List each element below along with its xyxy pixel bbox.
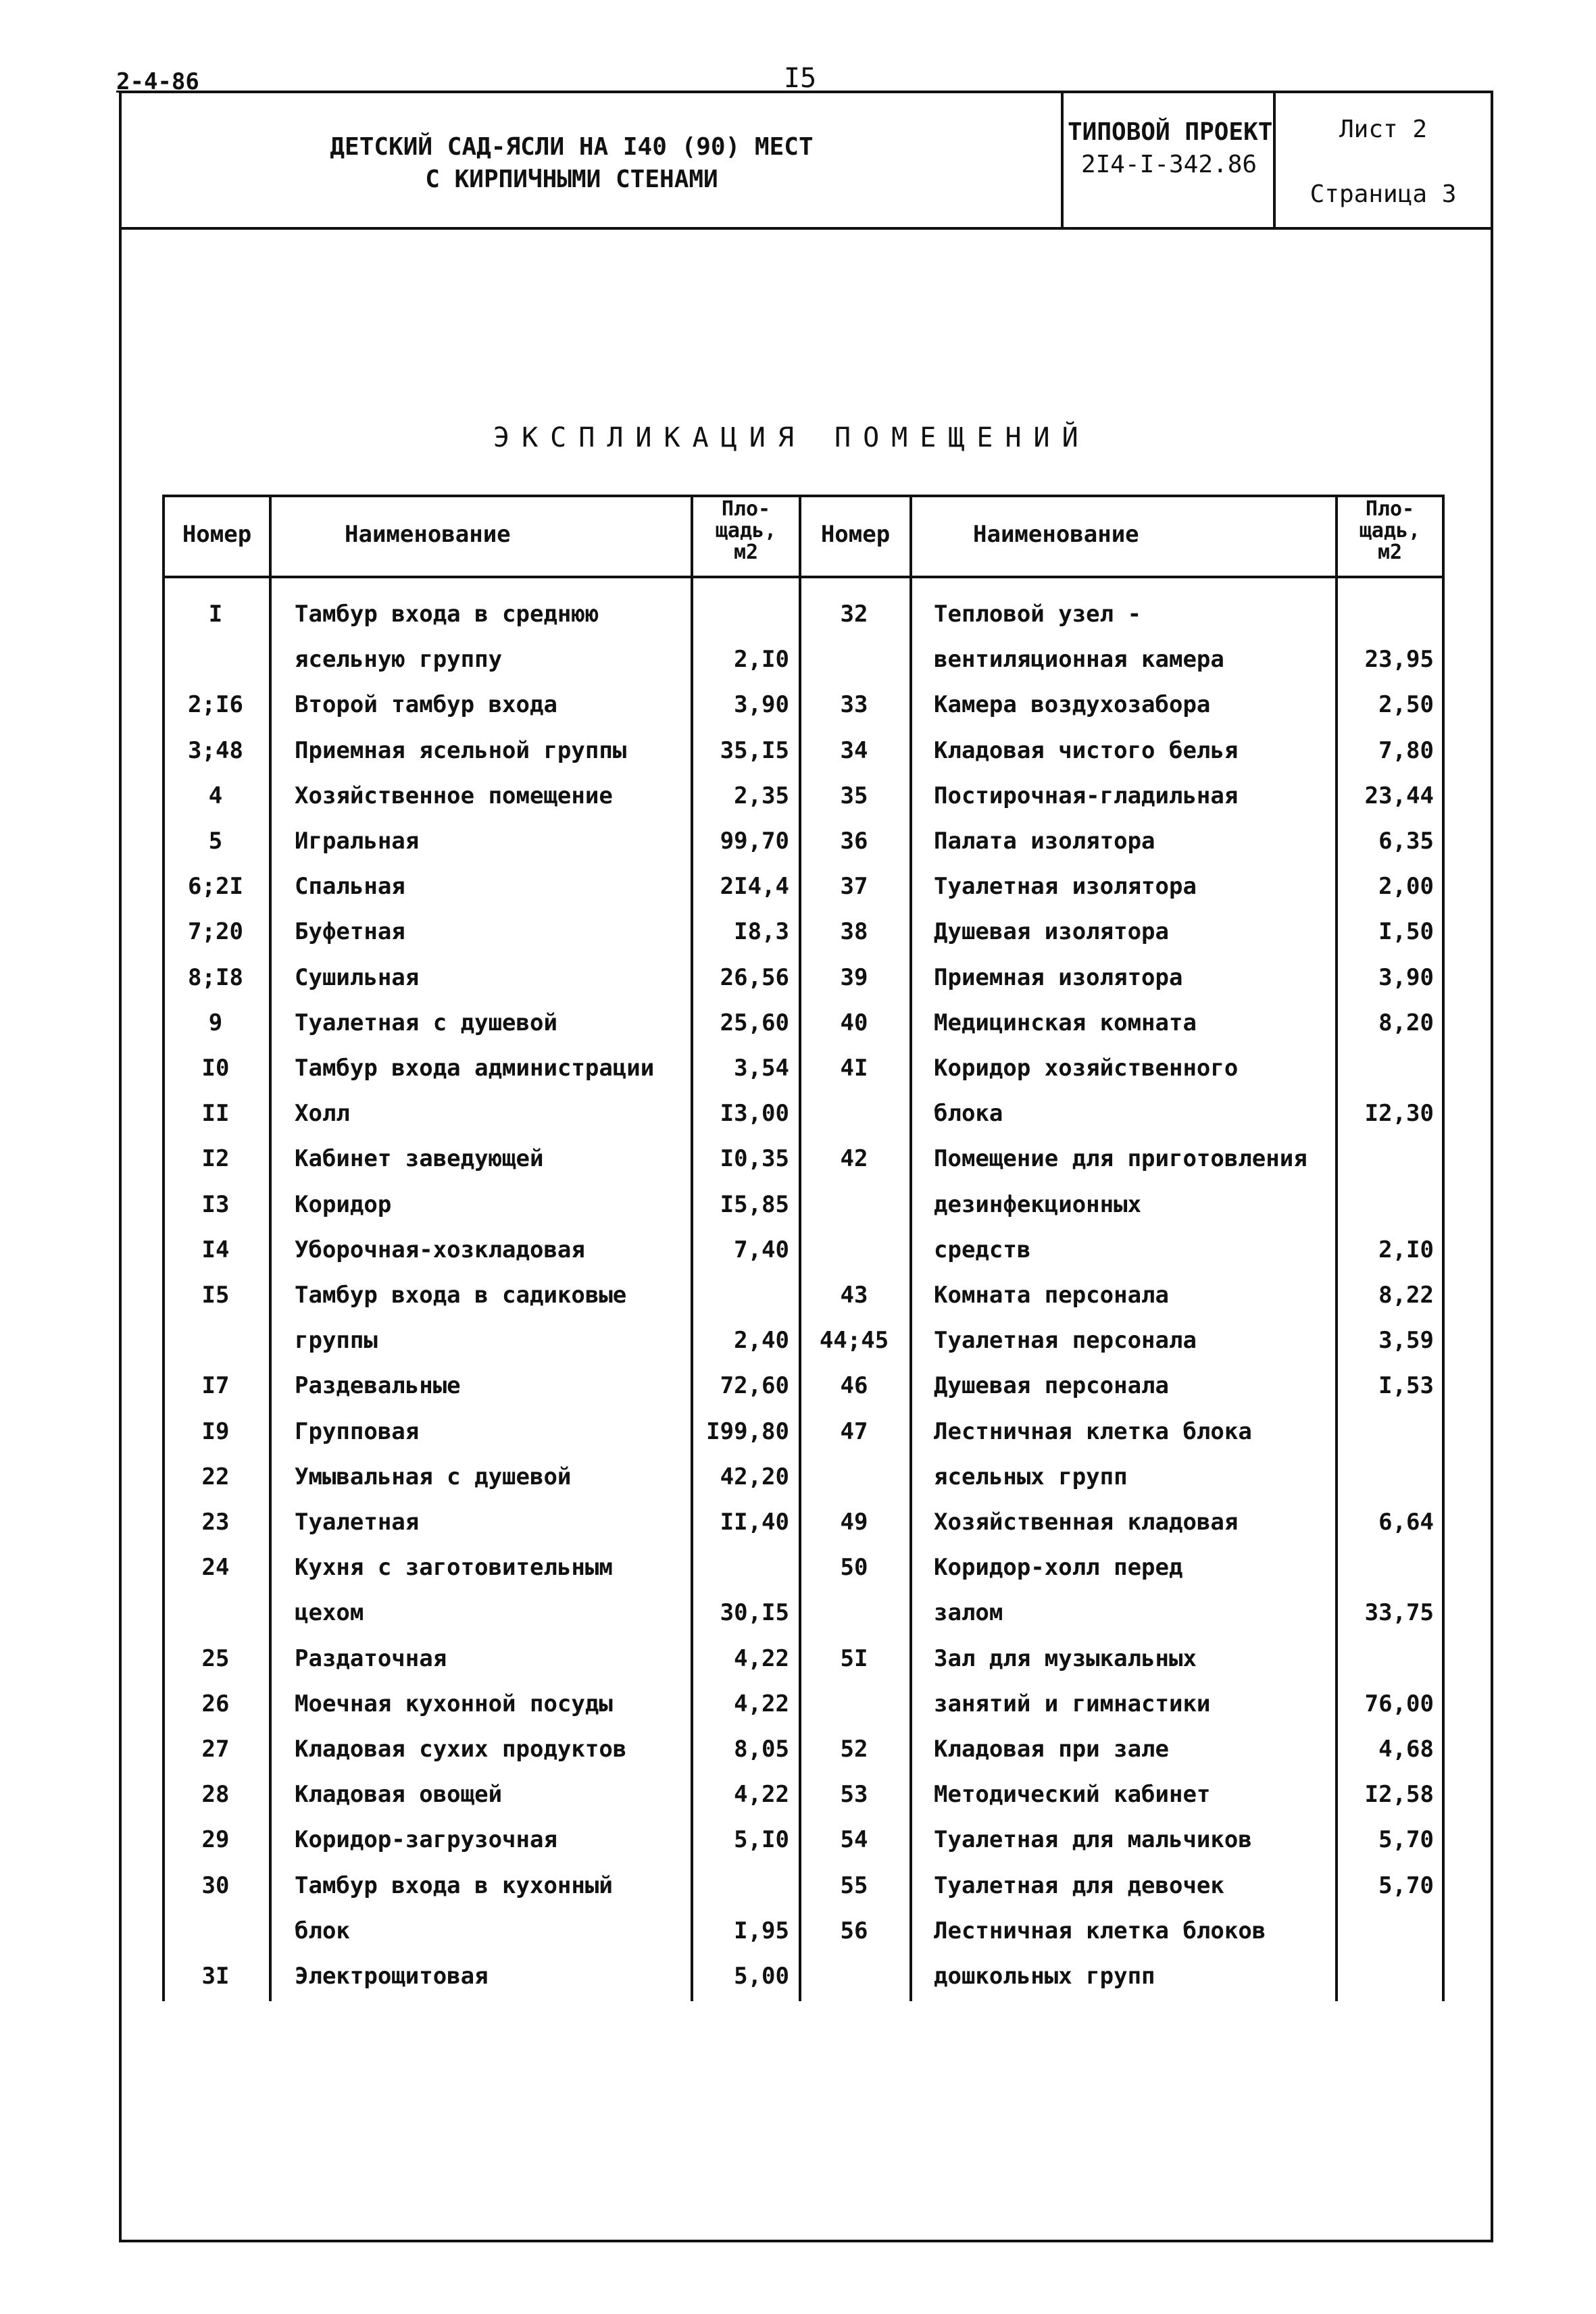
room-number: I2: [201, 1145, 230, 1173]
room-name: Туалетная для мальчиков: [934, 1826, 1252, 1854]
page-of-sheet: Страница 3: [1310, 180, 1457, 208]
col-header-number-left: Номер: [182, 521, 252, 548]
room-area: I8,3: [734, 918, 789, 946]
room-area: 26,56: [720, 963, 789, 991]
room-number: I7: [201, 1372, 230, 1400]
room-name: Раздевальные: [295, 1372, 461, 1400]
room-name: дошкольных групп: [934, 1963, 1155, 1990]
room-number: 26: [201, 1690, 230, 1717]
room-name: Хозяйственное помещение: [295, 782, 613, 809]
room-name: дезинфекционных: [934, 1190, 1142, 1218]
room-number: 46: [840, 1372, 868, 1400]
room-name: Кладовая при зале: [934, 1736, 1169, 1763]
room-name: Второй тамбур входа: [295, 691, 557, 719]
room-name: Тепловой узел -: [934, 601, 1142, 628]
room-number: 43: [840, 1282, 868, 1309]
rooms-table: [162, 495, 1445, 2001]
col-header-name-left: Наименование: [345, 521, 511, 548]
room-number: 3I: [201, 1963, 230, 1990]
room-name: Камера воздухозабора: [934, 691, 1211, 719]
room-name: Тамбур входа в среднюю: [295, 601, 599, 628]
room-name: Туалетная персонала: [934, 1327, 1197, 1355]
room-name: блок: [295, 1917, 350, 1944]
room-area: II,40: [720, 1509, 789, 1536]
room-area: 2I4,4: [720, 873, 789, 901]
room-number: 53: [840, 1781, 868, 1809]
sheet-number: Лист 2: [1339, 116, 1428, 143]
room-area: 23,95: [1364, 646, 1434, 674]
room-name: Игральная: [295, 828, 420, 855]
room-number: I: [208, 601, 223, 628]
room-area: 2,40: [734, 1327, 789, 1355]
room-number: 6;2I: [188, 873, 243, 901]
room-name: вентиляционная камера: [934, 646, 1224, 674]
room-area: 8,22: [1378, 1282, 1434, 1309]
room-name: Методический кабинет: [934, 1781, 1211, 1809]
room-number: 54: [840, 1826, 868, 1854]
room-area: I,53: [1378, 1372, 1434, 1400]
room-area: 5,00: [734, 1963, 789, 1990]
room-name: Зал для музыкальных: [934, 1644, 1197, 1672]
room-name: Медицинская комната: [934, 1009, 1197, 1036]
room-name: Туалетная: [295, 1509, 420, 1536]
room-name: Туалетная с душевой: [295, 1009, 557, 1036]
room-area: 2,I0: [1378, 1236, 1434, 1263]
room-area: 8,05: [734, 1736, 789, 1763]
room-name: Душевая персонала: [934, 1372, 1169, 1400]
room-name: Помещение для приготовления: [934, 1145, 1307, 1173]
room-name: Постирочная-гладильная: [934, 782, 1239, 809]
room-name: ясельную группу: [295, 646, 503, 674]
room-area: I,50: [1378, 918, 1434, 946]
room-area: 5,70: [1378, 1871, 1434, 1899]
col-header-area-right-3: м2: [1377, 540, 1403, 564]
room-name: Кладовая овощей: [295, 1781, 503, 1809]
room-name: Уборочная-хозкладовая: [295, 1236, 585, 1263]
room-number: 5I: [840, 1644, 868, 1672]
page-number: I5: [784, 63, 817, 94]
room-name: Приемная изолятора: [934, 963, 1183, 991]
room-name: Лестничная клетка блока: [934, 1417, 1252, 1445]
room-name: Приемная ясельной группы: [295, 736, 627, 764]
room-area: 7,80: [1378, 736, 1434, 764]
room-area: 2,I0: [734, 646, 789, 674]
col-header-number-right: Номер: [820, 521, 891, 548]
room-area: 76,00: [1364, 1690, 1434, 1717]
room-area: 5,70: [1378, 1826, 1434, 1854]
room-name: Коридор-загрузочная: [295, 1826, 557, 1854]
room-number: 4I: [840, 1055, 868, 1082]
room-name: блока: [934, 1100, 1003, 1128]
room-name: Лестничная клетка блоков: [934, 1917, 1266, 1944]
room-area: 42,20: [720, 1463, 789, 1490]
room-name: Буфетная: [295, 918, 405, 946]
room-name: цехом: [295, 1599, 364, 1627]
room-area: 5,I0: [734, 1826, 789, 1854]
room-number: 40: [840, 1009, 868, 1036]
room-area: I0,35: [720, 1145, 789, 1173]
project-title-line2: С КИРПИЧНЫМИ СТЕНАМИ: [425, 166, 718, 193]
room-area: 4,68: [1378, 1736, 1434, 1763]
room-name: Душевая изолятора: [934, 918, 1169, 946]
room-number: 52: [840, 1736, 868, 1763]
room-number: 28: [201, 1781, 230, 1809]
room-number: 47: [840, 1417, 868, 1445]
room-number: 27: [201, 1736, 230, 1763]
room-area: 3,90: [734, 691, 789, 719]
room-area: 4,22: [734, 1781, 789, 1809]
room-area: I5,85: [720, 1190, 789, 1218]
room-name: Групповая: [295, 1417, 420, 1445]
room-name: занятий и гимнастики: [934, 1690, 1211, 1717]
room-area: I99,80: [706, 1417, 789, 1445]
room-area: 2,50: [1378, 691, 1434, 719]
table-title: ЭКСПЛИКАЦИЯ ПОМЕЩЕНИЙ: [493, 422, 1091, 453]
room-number: I5: [201, 1282, 230, 1309]
room-number: 25: [201, 1644, 230, 1672]
room-name: ясельных групп: [934, 1463, 1128, 1490]
room-number: 36: [840, 828, 868, 855]
room-area: 25,60: [720, 1009, 789, 1036]
room-number: 2;I6: [188, 691, 243, 719]
room-name: Электрощитовая: [295, 1963, 489, 1990]
room-area: 2,35: [734, 782, 789, 809]
room-number: 56: [840, 1917, 868, 1944]
room-name: Коридор-холл перед: [934, 1554, 1183, 1582]
room-number: I3: [201, 1190, 230, 1218]
room-area: I2,30: [1364, 1100, 1434, 1128]
room-number: 55: [840, 1871, 868, 1899]
room-area: I3,00: [720, 1100, 789, 1128]
room-area: 33,75: [1364, 1599, 1434, 1627]
room-name: Туалетная изолятора: [934, 873, 1197, 901]
room-name: Туалетная для девочек: [934, 1871, 1224, 1899]
room-name: Тамбур входа в кухонный: [295, 1871, 613, 1899]
room-number: 5: [208, 828, 223, 855]
room-area: 8,20: [1378, 1009, 1434, 1036]
room-number: I4: [201, 1236, 230, 1263]
room-area: 35,I5: [720, 736, 789, 764]
room-area: 99,70: [720, 828, 789, 855]
room-area: I2,58: [1364, 1781, 1434, 1809]
room-name: Палата изолятора: [934, 828, 1155, 855]
room-name: Кухня с заготовительным: [295, 1554, 613, 1582]
room-number: 33: [840, 691, 868, 719]
room-area: 6,64: [1378, 1509, 1434, 1536]
room-number: 30: [201, 1871, 230, 1899]
col-header-area-left-3: м2: [733, 540, 759, 564]
room-number: 32: [840, 601, 868, 628]
room-number: 50: [840, 1554, 868, 1582]
room-name: Хозяйственная кладовая: [934, 1509, 1239, 1536]
room-area: 7,40: [734, 1236, 789, 1263]
room-number: 39: [840, 963, 868, 991]
room-number: I9: [201, 1417, 230, 1445]
room-name: группы: [295, 1327, 378, 1355]
room-name: Комната персонала: [934, 1282, 1169, 1309]
room-area: 3,90: [1378, 963, 1434, 991]
room-area: 3,54: [734, 1055, 789, 1082]
room-number: 35: [840, 782, 868, 809]
col-header-area-left-2: щадь,: [715, 519, 777, 543]
room-number: 24: [201, 1554, 230, 1582]
room-area: 4,22: [734, 1644, 789, 1672]
room-number: 4: [208, 782, 223, 809]
room-area: I,95: [734, 1917, 789, 1944]
room-name: Коридор хозяйственного: [934, 1055, 1239, 1082]
room-name: Сушильная: [295, 963, 420, 991]
room-number: II: [201, 1100, 230, 1128]
room-number: 34: [840, 736, 868, 764]
room-name: Тамбур входа в садиковые: [295, 1282, 627, 1309]
room-area: 72,60: [720, 1372, 789, 1400]
room-number: I0: [201, 1055, 230, 1082]
room-name: Кладовая сухих продуктов: [295, 1736, 627, 1763]
room-name: Коридор: [295, 1190, 392, 1218]
project-type-label: ТИПОВОЙ ПРОЕКТ: [1068, 118, 1273, 146]
room-number: 29: [201, 1826, 230, 1854]
room-number: 9: [208, 1009, 223, 1036]
room-number: 3;48: [188, 736, 243, 764]
room-area: 23,44: [1364, 782, 1434, 809]
room-name: Умывальная с душевой: [295, 1463, 572, 1490]
col-header-name-right: Наименование: [973, 521, 1139, 548]
room-number: 49: [840, 1509, 868, 1536]
room-number: 22: [201, 1463, 230, 1490]
room-name: залом: [934, 1599, 1003, 1627]
room-name: Спальная: [295, 873, 405, 901]
room-name: Кабинет заведующей: [295, 1145, 544, 1173]
room-number: 38: [840, 918, 868, 946]
room-number: 44;45: [819, 1327, 889, 1355]
project-number: 2I4-I-342.86: [1080, 151, 1257, 178]
room-name: Моечная кухонной посуды: [295, 1690, 613, 1717]
room-area: 4,22: [734, 1690, 789, 1717]
room-number: 37: [840, 873, 868, 901]
room-number: 42: [840, 1145, 868, 1173]
room-name: Тамбур входа администрации: [295, 1055, 655, 1082]
room-name: Кладовая чистого белья: [934, 736, 1239, 764]
room-number: 7;20: [188, 918, 243, 946]
room-area: 6,35: [1378, 828, 1434, 855]
room-area: 30,I5: [720, 1599, 789, 1627]
room-area: 2,00: [1378, 873, 1434, 901]
room-name: средств: [934, 1236, 1031, 1263]
project-title-line1: ДЕТСКИЙ САД-ЯСЛИ НА I40 (90) МЕСТ: [330, 133, 814, 161]
title-block: [119, 91, 1493, 230]
col-header-area-right-1: Пло-: [1365, 497, 1415, 521]
room-number: 23: [201, 1509, 230, 1536]
room-name: Холл: [295, 1100, 350, 1128]
room-number: 8;I8: [188, 963, 243, 991]
col-header-area-left-1: Пло-: [721, 497, 771, 521]
room-area: 3,59: [1378, 1327, 1434, 1355]
col-header-area-right-2: щадь,: [1359, 519, 1421, 543]
document-code: 2-4-86: [116, 68, 199, 95]
room-name: Раздаточная: [295, 1644, 447, 1672]
